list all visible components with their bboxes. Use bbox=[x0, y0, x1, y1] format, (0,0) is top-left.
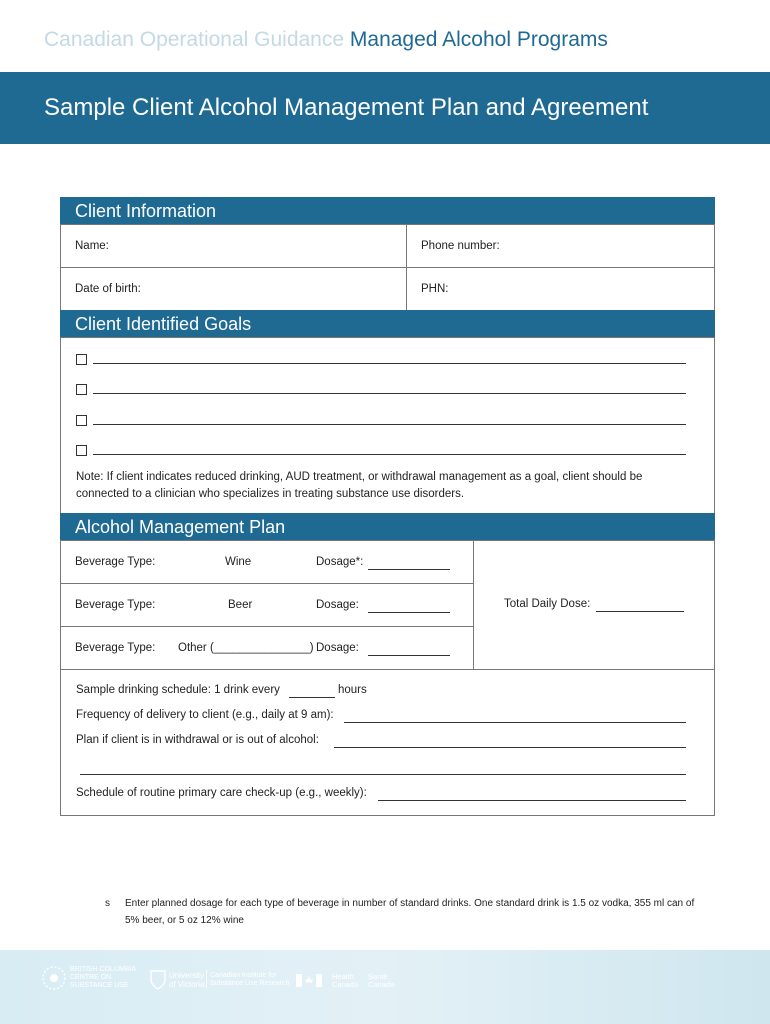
goal-row-1[interactable] bbox=[76, 354, 686, 368]
hc-fr-line-1: Santé bbox=[368, 972, 388, 981]
dob-label: Date of birth: bbox=[75, 283, 141, 295]
bccsu-emblem-icon bbox=[40, 964, 68, 992]
goal-row-4[interactable] bbox=[76, 445, 686, 459]
schedule-line[interactable] bbox=[289, 697, 335, 698]
goal-row-2[interactable] bbox=[76, 384, 686, 398]
uvic-line-1: University bbox=[169, 971, 205, 980]
bccsu-line-2: CENTRE ON bbox=[70, 974, 112, 981]
name-field[interactable] bbox=[60, 224, 407, 268]
hc-en-line-1: Health bbox=[332, 972, 354, 981]
total-daily-dose-label: Total Daily Dose: bbox=[504, 598, 591, 610]
dosage-line-2[interactable] bbox=[368, 612, 450, 613]
schedule-hours: hours bbox=[338, 684, 367, 696]
goal-line-1[interactable] bbox=[93, 363, 686, 364]
uvic-line-2: of Victoria bbox=[169, 980, 205, 989]
goals-heading: Client Identified Goals bbox=[60, 310, 715, 337]
goal-checkbox-2[interactable] bbox=[76, 384, 87, 395]
header-subtitle bbox=[44, 28, 608, 52]
dosage-line-1[interactable] bbox=[368, 569, 450, 570]
footnote-mark: s bbox=[105, 898, 110, 909]
cisur-line-2: Substance Use Research bbox=[210, 980, 290, 987]
dosage-line-3[interactable] bbox=[368, 655, 450, 656]
phn-label: PHN: bbox=[421, 283, 449, 295]
goal-checkbox-1[interactable] bbox=[76, 354, 87, 365]
subtitle-dark: Managed Alcohol Programs bbox=[349, 28, 608, 51]
title-banner bbox=[0, 72, 770, 144]
beverage-type-other: Other (_______________) bbox=[178, 642, 314, 654]
dob-field[interactable] bbox=[60, 267, 407, 311]
hc-en-line-2: Canada bbox=[332, 980, 359, 989]
beverage-row-2 bbox=[60, 583, 474, 627]
name-label: Name: bbox=[75, 240, 109, 252]
beverage-type-beer: Beer bbox=[228, 599, 253, 611]
goals-box bbox=[60, 337, 715, 514]
beverage-label-1: Beverage Type: bbox=[75, 556, 156, 568]
subtitle-light: Canadian Operational Guidance bbox=[44, 28, 345, 51]
phone-field[interactable] bbox=[406, 224, 715, 268]
withdrawal-label: Plan if client is in withdrawal or is out of alcohol: bbox=[76, 734, 319, 746]
checkup-label: Schedule of routine primary care check-up (e.g., weekly): bbox=[76, 787, 367, 799]
canada-flag-icon bbox=[296, 974, 322, 987]
page-title: Sample Client Alcohol Management Plan and Agreement bbox=[44, 94, 649, 121]
plan-details-box bbox=[60, 669, 715, 816]
goal-line-4[interactable] bbox=[93, 454, 686, 455]
dosage-label-3: Dosage: bbox=[316, 642, 359, 654]
plan-heading: Alcohol Management Plan bbox=[60, 513, 715, 540]
delivery-line[interactable] bbox=[344, 722, 686, 723]
beverage-label-3: Beverage Type: bbox=[75, 642, 156, 654]
withdrawal-line-2[interactable] bbox=[80, 774, 686, 775]
footnote-text: Enter planned dosage for each type of beverage in number of standard drinks. One standard drink is 1.5 oz vodka, 355 ml can of 5% beer, or 5 oz 12% wine bbox=[125, 898, 695, 926]
checkup-line[interactable] bbox=[378, 800, 686, 801]
phn-field[interactable] bbox=[406, 267, 715, 311]
dosage-label-2: Dosage: bbox=[316, 599, 359, 611]
goal-line-3[interactable] bbox=[93, 424, 686, 425]
goal-checkbox-4[interactable] bbox=[76, 445, 87, 456]
beverage-type-wine: Wine bbox=[225, 556, 252, 568]
goal-row-3[interactable] bbox=[76, 415, 686, 429]
uvic-crest-icon bbox=[150, 970, 166, 990]
cisur-line-1: Canadian Institute for bbox=[210, 972, 277, 979]
beverage-label-2: Beverage Type: bbox=[75, 599, 156, 611]
dosage-label-1: Dosage*: bbox=[316, 556, 364, 568]
beverage-row-1 bbox=[60, 540, 474, 584]
schedule-label: Sample drinking schedule: 1 drink every bbox=[76, 684, 280, 696]
withdrawal-line[interactable] bbox=[334, 747, 686, 748]
goal-line-2[interactable] bbox=[93, 393, 686, 394]
bccsu-line-1: BRITISH COLUMBIA bbox=[70, 966, 137, 973]
beverage-row-3 bbox=[60, 626, 474, 670]
bccsu-line-3: SUBSTANCE USE bbox=[70, 982, 129, 989]
hc-fr-line-2: Canada bbox=[368, 980, 395, 989]
footer-logo-band bbox=[0, 950, 770, 1024]
goal-checkbox-3[interactable] bbox=[76, 415, 87, 426]
phone-label: Phone number: bbox=[421, 240, 500, 252]
total-daily-dose-line[interactable] bbox=[596, 611, 684, 612]
goals-note: Note: If client indicates reduced drinking, AUD treatment, or withdrawal management as a goal, client should be connected to a clinician who specializes in treating substance use disorders. bbox=[76, 471, 643, 500]
delivery-label: Frequency of delivery to client (e.g., daily at 9 am): bbox=[76, 709, 334, 721]
total-daily-dose-cell bbox=[473, 540, 715, 670]
client-info-heading: Client Information bbox=[60, 197, 715, 224]
uvic-divider bbox=[206, 970, 207, 988]
